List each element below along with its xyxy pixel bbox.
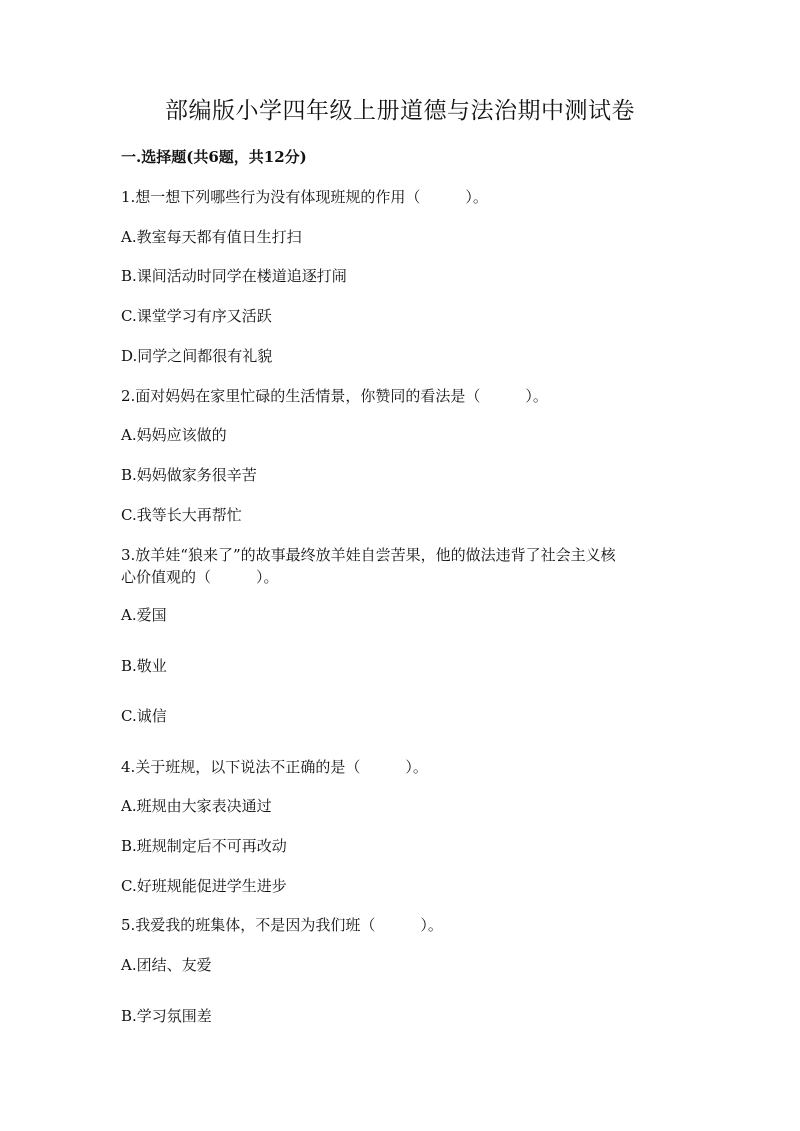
question-5-stem: 5.我爱我的班集体，不是因为我们班（ ）。	[121, 916, 443, 934]
question-1-option-c: C.课堂学习有序又活跃	[121, 307, 272, 325]
question-2-option-c: C.我等长大再帮忙	[121, 506, 242, 524]
question-5-option-b: B.学习氛围差	[121, 1007, 212, 1025]
question-1-option-b: B.课间活动时同学在楼道追逐打闹	[121, 267, 347, 285]
page-title: 部编版小学四年级上册道德与法治期中测试卷	[165, 98, 635, 124]
question-3-option-c: C.诚信	[121, 707, 167, 725]
question-1-option-a: A.教室每天都有值日生打扫	[121, 228, 302, 246]
question-4-option-c: C.好班规能促进学生进步	[121, 877, 287, 895]
question-2-option-a: A.妈妈应该做的	[121, 426, 227, 444]
question-4-stem: 4.关于班规，以下说法不正确的是（ ）。	[121, 758, 428, 776]
question-3-stem-line-1: 3.放羊娃“狼来了”的故事最终放羊娃自尝苦果，他的做法违背了社会主义核	[121, 546, 616, 564]
question-3-option-b: B.敬业	[121, 657, 167, 675]
question-4-option-a: A.班规由大家表决通过	[121, 797, 272, 815]
question-1-option-d: D.同学之间都很有礼貌	[121, 347, 273, 365]
question-1-stem: 1.想一想下列哪些行为没有体现班规的作用（ ）。	[121, 188, 488, 206]
question-4-option-b: B.班规制定后不可再改动	[121, 837, 287, 855]
question-5-option-a: A.团结、友爱	[121, 956, 212, 974]
question-3-option-a: A.爱国	[121, 606, 167, 624]
question-2-option-b: B.妈妈做家务很辛苦	[121, 466, 257, 484]
section-heading: 一.选择题(共6题，共12分)	[121, 148, 307, 166]
question-2-stem: 2.面对妈妈在家里忙碌的生活情景，你赞同的看法是（ ）。	[121, 387, 548, 405]
question-3-stem-line-2: 心价值观的（ ）。	[121, 568, 279, 586]
